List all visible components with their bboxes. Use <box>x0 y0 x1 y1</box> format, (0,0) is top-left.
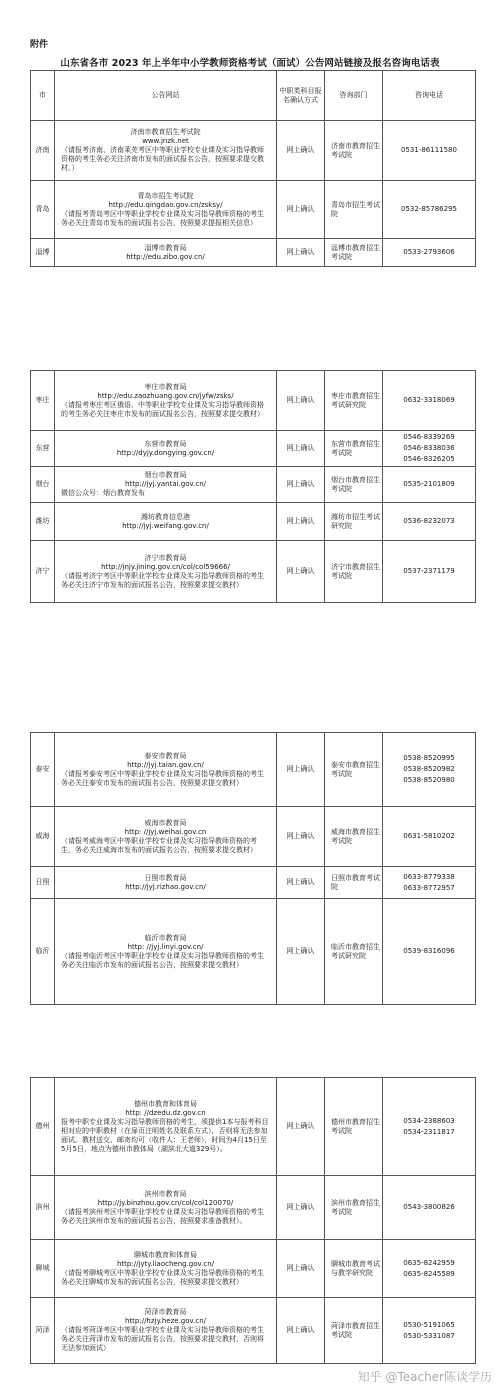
site-name: 菏泽市教育局 <box>144 1308 187 1316</box>
site-cell <box>55 867 277 899</box>
phone-cell <box>383 503 476 541</box>
col-header-method: 中职类科目报名确认方式 <box>277 71 325 121</box>
site-name: 聊城市教育和体育局 <box>134 1250 197 1259</box>
dept-cell: 日照市教育考试院 <box>325 867 383 899</box>
city-cell: 济宁 <box>31 541 55 603</box>
phone-number: 0631-5810202 <box>403 832 455 840</box>
site-cell <box>55 899 277 1005</box>
phone-number: 0633-8772957 <box>403 883 455 892</box>
phone-cell <box>383 899 476 1005</box>
site-name: 潍坊教育信息港 <box>141 512 190 521</box>
site-name: 济南市教育招生考试院 <box>130 128 201 136</box>
site-name: 威海市教育局 <box>144 818 187 827</box>
method-cell: 网上确认 <box>277 1078 325 1176</box>
dept-cell: 枣庄市教育招生考试研究院 <box>325 371 383 431</box>
site-name: 德州市教育和体育局 <box>134 1099 197 1108</box>
table-row <box>31 503 476 541</box>
site-url-link[interactable]: http: //jyj.weihai.gov.cn <box>124 827 207 836</box>
dept-cell: 济南市教育招生考试院 <box>325 121 383 181</box>
site-note: 报考中职专业课及实习指导教师资格的考生，须提供1本与报考科目相对应的中职教材（在扉页注明姓名及联系方式），否则将无法参加面试。教材送交、邮寄均可（收件人：王老师），时间为4月15日至5月5日，地点为德州市教体局（湖滨北大道329号）。 <box>61 1117 269 1153</box>
site-name: 枣庄市教育局 <box>144 382 187 391</box>
phone-number: 0539-8316096 <box>403 947 455 955</box>
table-row <box>31 121 476 181</box>
city-cell: 枣庄 <box>31 371 55 431</box>
site-cell <box>55 807 277 867</box>
phone-number: 0635-8242959 <box>403 1258 455 1267</box>
site-name: 滨州市教育局 <box>144 1189 187 1198</box>
city-cell: 威海 <box>31 807 55 867</box>
contact-table-3 <box>30 732 476 1005</box>
table-row <box>31 867 476 899</box>
phone-number: 0530-5191065 <box>403 1320 455 1329</box>
site-cell <box>55 181 277 239</box>
dept-cell: 滨州市教育招生考试院 <box>325 1176 383 1240</box>
city-cell: 泰安 <box>31 733 55 807</box>
phone-cell <box>383 371 476 431</box>
site-name: 泰安市教育局 <box>144 751 187 760</box>
dept-cell: 青岛市招生考试院 <box>325 181 383 239</box>
method-cell: 网上确认 <box>277 121 325 181</box>
phone-number: 0538-8520995 <box>403 754 455 762</box>
phone-cell <box>383 733 476 807</box>
site-note: （请报考济宁考区中等职业学校专业课及实习指导教师资格的考生务必关注济宁市发布的面试报名公告，按照要求提交教材） <box>61 571 264 589</box>
site-cell <box>55 1176 277 1240</box>
contact-table-2 <box>30 370 476 603</box>
method-cell: 网上确认 <box>277 807 325 867</box>
site-url-link[interactable]: www.jnzk.net <box>142 137 189 145</box>
city-cell: 临沂 <box>31 899 55 1005</box>
site-note: （请报考威海考区中等职业学校专业课及实习指导教师资格的考生，务必关注威海市发布的面试报名公告，按照要求提交教材） <box>61 836 257 854</box>
col-header-site: 公告网站 <box>55 71 277 121</box>
site-cell <box>55 541 277 603</box>
method-cell: 网上确认 <box>277 1240 325 1298</box>
table-row <box>31 1298 476 1364</box>
phone-number: 0538-8520982 <box>403 765 455 773</box>
phone-number: 0546-8338036 <box>403 444 455 452</box>
dept-cell: 德州市教育招生考试院 <box>325 1078 383 1176</box>
city-cell: 聊城 <box>31 1240 55 1298</box>
table-row <box>31 807 476 867</box>
site-cell <box>55 503 277 541</box>
dept-cell: 济宁市教育招生考试院 <box>325 541 383 603</box>
phone-number: 0533-2793606 <box>403 248 455 256</box>
table-row <box>31 371 476 431</box>
phone-cell <box>383 431 476 467</box>
site-url-link[interactable]: http: //dzedu.dz.gov.cn <box>125 1108 206 1117</box>
table-row <box>31 431 476 467</box>
city-cell: 青岛 <box>31 181 55 239</box>
site-note: （请报考济南、济南莱芜考区中等职业学校专业课及实习指导教师资格的考生务必关注济南市发布的面试报名公告，按照要求提交教材。） <box>61 146 264 172</box>
phone-number: 0534-2388603 <box>403 1116 455 1125</box>
phone-number: 0635-8245589 <box>403 1269 455 1278</box>
site-name: 临沂市教育局 <box>144 933 187 942</box>
table-row <box>31 541 476 603</box>
site-name: 淄博市教育局 <box>144 243 187 252</box>
method-cell: 网上确认 <box>277 503 325 541</box>
dept-cell: 淄博市教育招生考试院 <box>325 239 383 267</box>
site-cell <box>55 467 277 503</box>
method-cell: 网上确认 <box>277 541 325 603</box>
method-cell: 网上确认 <box>277 1176 325 1240</box>
site-url-link[interactable]: http://dyjy.dongying.gov.cn/ <box>116 448 215 457</box>
phone-number: 0546-8326205 <box>403 455 455 463</box>
site-cell <box>55 1298 277 1364</box>
watermark: 知乎 @Teacher陈谈学历 <box>357 1370 492 1384</box>
dept-cell: 聊城市教育考试与教学研究院 <box>325 1240 383 1298</box>
dept-cell: 泰安市教育招生考试院 <box>325 733 383 807</box>
phone-cell <box>383 541 476 603</box>
site-cell <box>55 431 277 467</box>
city-cell: 淄博 <box>31 239 55 267</box>
col-header-dept: 咨询部门 <box>325 71 383 121</box>
site-url-link[interactable]: http://edu.zibo.gov.cn/ <box>126 252 205 261</box>
phone-number: 0534-2311817 <box>403 1127 455 1136</box>
phone-cell <box>383 121 476 181</box>
phone-number: 0632-3318069 <box>403 396 455 404</box>
site-url-link[interactable]: http://jyty.liaocheng.gov.cn/ <box>117 1259 214 1268</box>
table-row <box>31 181 476 239</box>
method-cell: 网上确认 <box>277 733 325 807</box>
method-cell: 网上确认 <box>277 181 325 239</box>
site-url-link[interactable]: http://jyj.yantai.gov.cn/ <box>125 480 206 488</box>
table-row <box>31 733 476 807</box>
site-cell <box>55 733 277 807</box>
site-cell <box>55 239 277 267</box>
table-row <box>31 1240 476 1298</box>
site-name: 烟台市教育局 <box>144 471 187 479</box>
phone-number: 0537-2371179 <box>403 567 455 575</box>
table-header-row <box>31 71 476 121</box>
table-row <box>31 467 476 503</box>
city-cell: 德州 <box>31 1078 55 1176</box>
table-row <box>31 1078 476 1176</box>
city-cell: 烟台 <box>31 467 55 503</box>
dept-cell: 烟台市教育招生考试院 <box>325 467 383 503</box>
method-cell: 网上确认 <box>277 431 325 467</box>
dept-cell: 东营市教育招生考试院 <box>325 431 383 467</box>
phone-cell <box>383 467 476 503</box>
site-name: 日照市教育局 <box>144 873 187 882</box>
city-cell: 日照 <box>31 867 55 899</box>
method-cell: 网上确认 <box>277 467 325 503</box>
site-note: （请报考青岛考区中等职业学校专业课及实习指导教师资格的考生务必关注青岛市发布的面试报名公告，按照要求提报相关信息） <box>61 209 264 227</box>
table-row <box>31 239 476 267</box>
site-url-link[interactable]: http://edu.zaozhuang.gov.cn/jyfw/zsks/ <box>97 391 234 400</box>
site-cell <box>55 1078 277 1176</box>
phone-number: 0536-8232073 <box>403 517 455 525</box>
site-url-link[interactable]: http://jnjy.jining.gov.cn/col/col59666/ <box>101 562 230 571</box>
site-note: （请报考菏泽考区中等职业学校专业课及实习指导教师资格的考生务必关注菏泽市发布的面试报名公告，按照要求提交教材，否则将无法参加面试） <box>61 1326 264 1352</box>
phone-cell <box>383 1176 476 1240</box>
site-note: 微信公众号：烟台教育发布 <box>61 489 145 497</box>
method-cell: 网上确认 <box>277 1298 325 1364</box>
attachment-label: 附件 <box>30 40 49 50</box>
phone-number: 0543-3800826 <box>403 1203 455 1211</box>
dept-cell: 威海市教育招生考试院 <box>325 807 383 867</box>
phone-cell <box>383 1240 476 1298</box>
site-url-link[interactable]: http: //jyj.linyi.gov.cn/ <box>127 942 204 951</box>
site-note: （请报考滨州考区中等职业学校专业课及实习指导教师资格的考生务必关注滨州市发布的面试报名公告，按照要求准备教材）。 <box>61 1207 264 1225</box>
dept-cell: 临沂市教育招生考试研究院 <box>325 899 383 1005</box>
site-cell <box>55 121 277 181</box>
dept-cell: 潍坊市招生考试研究院 <box>325 503 383 541</box>
col-header-city: 市 <box>31 71 55 121</box>
site-name: 青岛市招生考试院 <box>137 191 194 200</box>
phone-cell <box>383 239 476 267</box>
method-cell: 网上确认 <box>277 239 325 267</box>
phone-number: 0633-8779338 <box>403 872 455 881</box>
col-header-phone: 咨询电话 <box>383 71 476 121</box>
site-note: （请报考临沂考区中等职业学校专业课及实习指导教师资格的考生务必关注临沂市发布的面试报名公告，按照要求提交教材） <box>61 951 264 969</box>
dept-cell: 菏泽市教育招生考试院 <box>325 1298 383 1364</box>
site-url-link[interactable]: http://jyj.rizhao.gov.cn/ <box>125 882 206 891</box>
city-cell: 济南 <box>31 121 55 181</box>
site-note: （请报考聊城考区中等职业学校专业课及实习指导教师资格的考生务必关注聊城市发布的面试报名公告，按照要求提交教材） <box>61 1268 264 1286</box>
site-cell <box>55 1240 277 1298</box>
contact-table-4 <box>30 1077 476 1364</box>
site-url-link[interactable]: http://hzjy.heze.gov.cn/ <box>124 1317 206 1325</box>
phone-cell <box>383 1078 476 1176</box>
phone-number: 0532-85786295 <box>401 205 457 213</box>
phone-number: 0546-8339269 <box>403 433 455 441</box>
city-cell: 菏泽 <box>31 1298 55 1364</box>
site-note: （请报考枣庄考区俄语、中等职业学校专业课及实习指导教师资格的考生务必关注枣庄市发布的面试报名公告，按照要求提交教材） <box>61 400 264 418</box>
city-cell: 潍坊 <box>31 503 55 541</box>
method-cell: 网上确认 <box>277 899 325 1005</box>
method-cell: 网上确认 <box>277 867 325 899</box>
city-cell: 滨州 <box>31 1176 55 1240</box>
site-url-link[interactable]: http://jyj.taian.gov.cn/ <box>127 760 204 769</box>
table-row <box>31 899 476 1005</box>
contact-table-1 <box>30 70 476 267</box>
site-url-link[interactable]: http://edu.qingdao.gov.cn/zsksy/ <box>108 200 223 209</box>
phone-cell <box>383 807 476 867</box>
phone-cell <box>383 1298 476 1364</box>
page-title: 山东省各市 2023 年上半年中小学教师资格考试（面试）公告网站链接及报名咨询电话表 <box>60 58 440 69</box>
method-cell: 网上确认 <box>277 371 325 431</box>
site-url-link[interactable]: http://jy.binzhou.gov.cn/col/col120070/ <box>97 1198 234 1207</box>
phone-cell <box>383 867 476 899</box>
city-cell: 东营 <box>31 431 55 467</box>
table-row <box>31 1176 476 1240</box>
phone-number: 0538-8520980 <box>403 776 455 784</box>
site-url-link[interactable]: http://jyj.weifang.gov.cn/ <box>122 521 209 530</box>
site-note: （请报考泰安考区中等职业学校专业课及实习指导教师资格的考生务必关注泰安市发布的面试报名公告，按照要求提交教材） <box>61 769 264 787</box>
site-cell <box>55 371 277 431</box>
site-name: 东营市教育局 <box>144 439 187 448</box>
site-name: 济宁市教育局 <box>144 553 187 562</box>
phone-number: 0531-86111580 <box>401 146 457 154</box>
phone-number: 0535-2101809 <box>403 480 455 488</box>
phone-number: 0530-5331087 <box>403 1331 455 1340</box>
phone-cell <box>383 181 476 239</box>
